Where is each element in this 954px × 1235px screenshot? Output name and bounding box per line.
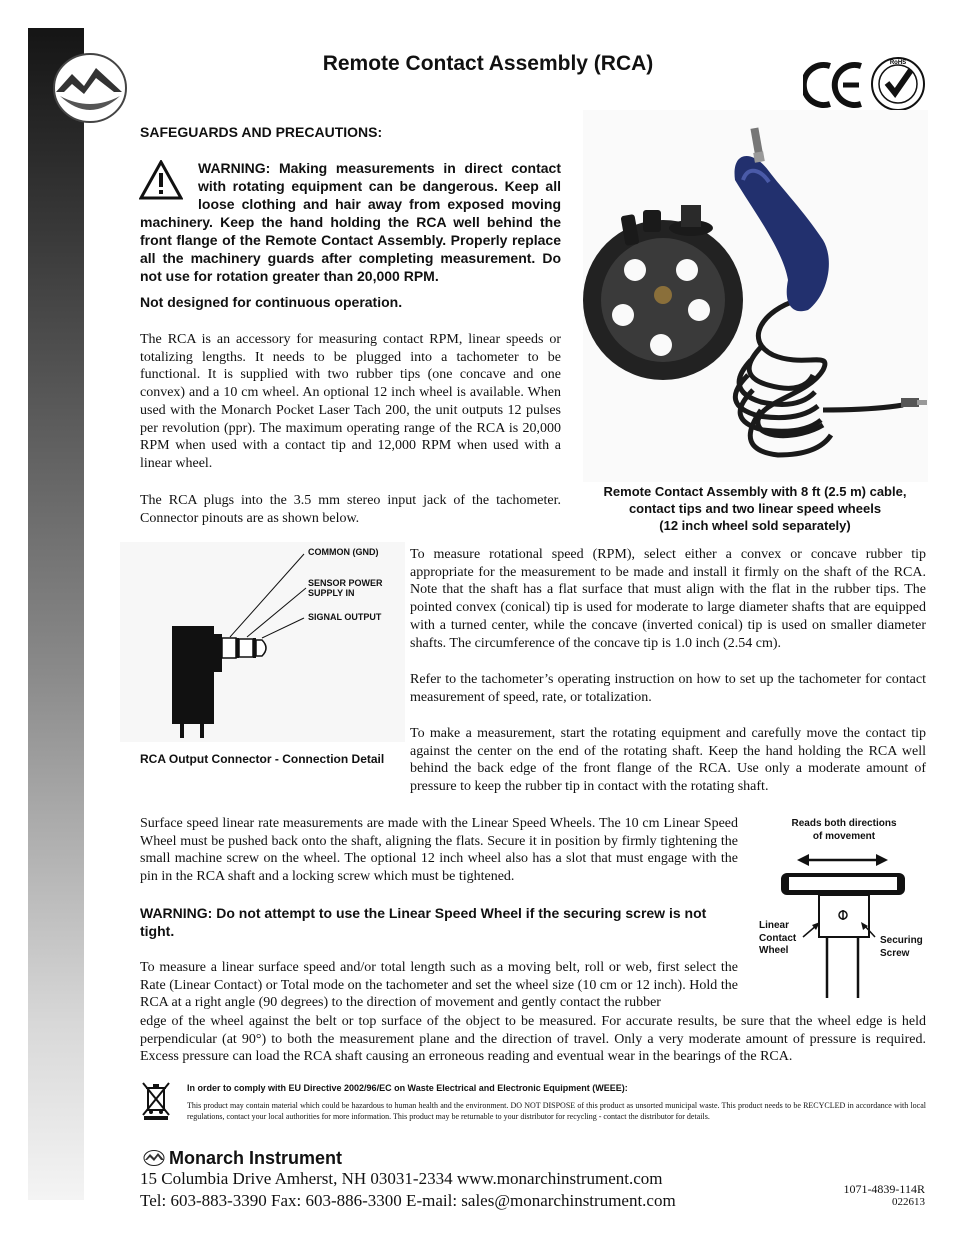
connector-diagram: [120, 542, 405, 742]
company-contact: Tel: 603-883-3390 Fax: 603-886-3300 E-mail: sales@monarchinstrument.com: [140, 1191, 676, 1210]
monarch-small-logo-icon: [143, 1150, 165, 1166]
page-title: Remote Contact Assembly (RCA): [322, 52, 654, 75]
tip-contact: [256, 640, 266, 656]
photo-caption-line-3: (12 inch wheel sold separately): [659, 518, 851, 533]
ce-mark-icon: [803, 60, 865, 110]
rpm-paragraph-3: To make a measurement, start the rotating equipment and carefully move the contact tip against the center on the end of the rotating shaft. Keep the hand holding the RCA well behind the back edge of the front flange of the RCA. Use only a moderate amount of pressure to keep the rubber tip in contact with the rotating shaft.: [410, 726, 926, 795]
not-designed-notice: Not designed for continuous operation.: [140, 294, 403, 310]
weee-title: In order to comply with EU Directive 2002/96/EC on Waste Electrical and Electronic Equipment (WEEE):: [187, 1083, 628, 1093]
label-securing-screw: [880, 935, 923, 960]
label-screw-line-2: Screw: [880, 947, 910, 959]
connector-body: [172, 626, 214, 724]
label-reads-line-1: Reads both directions: [791, 818, 897, 829]
sidebar-gradient-bar: [28, 28, 84, 1200]
linear-paragraph-2b: edge of the wheel against the belt or top surface of the object to be measured. For accurate results, be sure that the wheel edge is held perpendicular (at 90°) to both the measurement plane and the direction of travel. Only a very moderate amount of pressure is required. Excess pressure can load the RCA shaft causing an erroneous reading and eventual wear in the bearings of the RCA.: [140, 1014, 926, 1065]
main-warning-text: WARNING: Making measurements in direct contact with rotating equipment can be dangerous. Keep all loose clothing and hair away from exposed moving machinery. Keep the hand holding the RCA well behind the front flange of the Remote Contact Assembly. Properly replace all the machinery guards after completing measurement. Do not use for rotation greater than 20,000 RPM.: [140, 160, 561, 284]
label-sensor-line-1: SENSOR POWER: [308, 578, 383, 588]
company-address: 15 Columbia Drive Amherst, NH 03031-2334 www.monarchinstrument.com: [140, 1169, 663, 1188]
label-sensor-line-2: SUPPLY IN: [308, 588, 355, 598]
sleeve-contact: [222, 638, 236, 658]
weee-text: This product may contain material which could be hazardous to human health and the environment. DO NOT DISPOSE of this product as unsorted municipal waste. This product needs to be RECYCLED in accordance with local regulations, contact your local authorities for more information. This product may be returnable to your distributor for recycling - contact the distributor for details.: [187, 1101, 926, 1121]
label-linear-line-1: Linear: [759, 920, 790, 931]
safeguards-heading: SAFEGUARDS AND PRECAUTIONS:: [140, 124, 383, 140]
label-screw-line-1: Securing: [880, 935, 923, 946]
linear-paragraph-1: Surface speed linear rate measurements are made with the Linear Speed Wheels. The 10 cm Linear Speed Wheel must be pushed back onto the shaft, aligning the flats. Secure it in position by firmly tightening the small machine screw on the wheel. The optional 12 inch wheel also has a slot that must engage with the pin in the RCA shaft and a locking screw which must be tightened.: [140, 816, 738, 885]
photo-caption-line-1: Remote Contact Assembly with 8 ft (2.5 m) cable,: [603, 484, 907, 499]
wheel-diagram: [755, 815, 930, 1005]
ring-contact: [239, 639, 253, 657]
company-name-line: [143, 1148, 342, 1169]
label-reads-line-2: of movement: [812, 830, 876, 842]
linear-paragraph-2a: To measure a linear surface speed and/or total length such as a moving belt, roll or web, first select the Rate (Linear Contact) or Total mode on the tachometer and set the wheel size (10 cm or 12 inch). Hold the RCA at a right angle (90 degrees) to the direction of movement and gently contact the rubber: [140, 960, 738, 1011]
document-date: 022613: [892, 1196, 925, 1208]
weee-crossed-bin-icon: [140, 1080, 172, 1120]
label-reads-both-directions: [780, 818, 908, 843]
intro-paragraph-2: The RCA plugs into the 3.5 mm stereo input jack of the tachometer. Connector pinouts are as shown below.: [140, 493, 561, 526]
photo-caption-line-2: contact tips and two linear speed wheels: [628, 501, 882, 516]
label-linear-contact-wheel: [759, 920, 796, 958]
svg-text:RoHS: RoHS: [889, 60, 907, 66]
company-name: Monarch Instrument: [169, 1148, 343, 1168]
wheel-warning: WARNING: Do not attempt to use the Linear Speed Wheel if the securing screw is not tight.: [140, 905, 707, 939]
photo-caption: [585, 483, 925, 534]
label-common-gnd: COMMON (GND): [308, 547, 379, 557]
connector-caption: RCA Output Connector - Connection Detail: [140, 752, 385, 766]
rohs-compliant-icon: [870, 56, 926, 112]
label-signal-output: SIGNAL OUTPUT: [308, 612, 382, 622]
label-sensor-power: [308, 578, 383, 598]
monarch-logo-icon: [50, 52, 128, 124]
label-linear-line-3: Wheel: [759, 945, 789, 956]
label-linear-line-2: Contact: [759, 932, 797, 944]
intro-paragraph-1: The RCA is an accessory for measuring contact RPM, linear speeds or totalizing lengths. It needs to be plugged into a tachometer to be functional. It is supplied with two rubber tips (one concave and one convex) and a 10 cm wheel. An optional 12 inch wheel is available. When used with the Monarch Pocket Laser Tach 200, the unit outputs 12 pulses per revolution (ppr). The maximum operating range of the RCA is 20,000 RPM when used with a contact tip and 12,000 RPM when used with a linear wheel.: [140, 332, 561, 471]
rca-product-photo: [583, 110, 928, 482]
document-number: 1071-4839-114R: [843, 1182, 925, 1196]
rpm-paragraph-1: To measure rotational speed (RPM), select either a convex or concave rubber tip appropriate for the measurement to be made and install it firmly on the shaft of the RCA. Note that the shaft has a flat surface that must align with the flat in the rubber tips. The pointed convex (conical) tip is used for moderate to large diameter shafts that are equipped with a turned center, while the concave (inverted conical) tip is used on smaller diameter shafts. The circumference of the concave tip is 1.0 inch (2.54 cm).: [410, 547, 926, 651]
rpm-paragraph-2: Refer to the tachometer’s operating instruction on how to set up the tachometer for contact measurement of speed, rate, or totalization.: [410, 672, 926, 705]
main-warning: [140, 159, 561, 285]
